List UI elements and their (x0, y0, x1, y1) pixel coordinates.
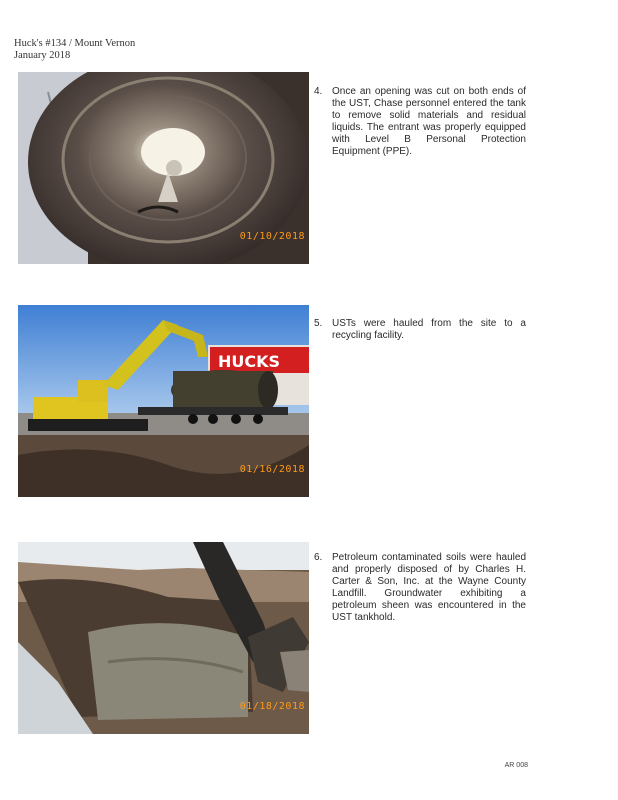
hucks-sign-text: HUCKS (218, 352, 281, 371)
header-site: Huck's #134 / Mount Vernon (14, 38, 136, 49)
page-id: AR 008 (504, 762, 528, 769)
header-date: January 2018 (14, 50, 71, 61)
document-header (14, 38, 135, 62)
item-number: 5. (314, 318, 323, 329)
caption-item-4 (314, 86, 526, 158)
item-number: 6. (314, 552, 323, 563)
item-number: 4. (314, 86, 323, 97)
photo-date-stamp: 01/16/2018 (239, 464, 305, 475)
item-text: Once an opening was cut on both ends of the UST, Chase personnel entered the tank to remove solid materials and residual liquids. The entrant was properly equipped with Level B Personal Protection Equipment (PPE). (332, 86, 526, 157)
caption-item-5 (314, 318, 526, 342)
photo-tank-interior (18, 72, 309, 264)
photo-date-stamp: 01/10/2018 (239, 231, 305, 242)
photo-date-stamp: 01/18/2018 (239, 701, 305, 712)
photo-ust-hauling (18, 305, 309, 497)
caption-item-6 (314, 552, 526, 624)
item-text: Petroleum contaminated soils were hauled and properly disposed of by Charles H. Carter & Son, Inc. at the Wayne County Landfill. Groundwater exhibiting a petroleum sheen was encountered in the UST tankhold. (332, 552, 526, 623)
photo-tankhold (18, 542, 309, 734)
item-text: USTs were hauled from the site to a recycling facility. (332, 318, 526, 341)
